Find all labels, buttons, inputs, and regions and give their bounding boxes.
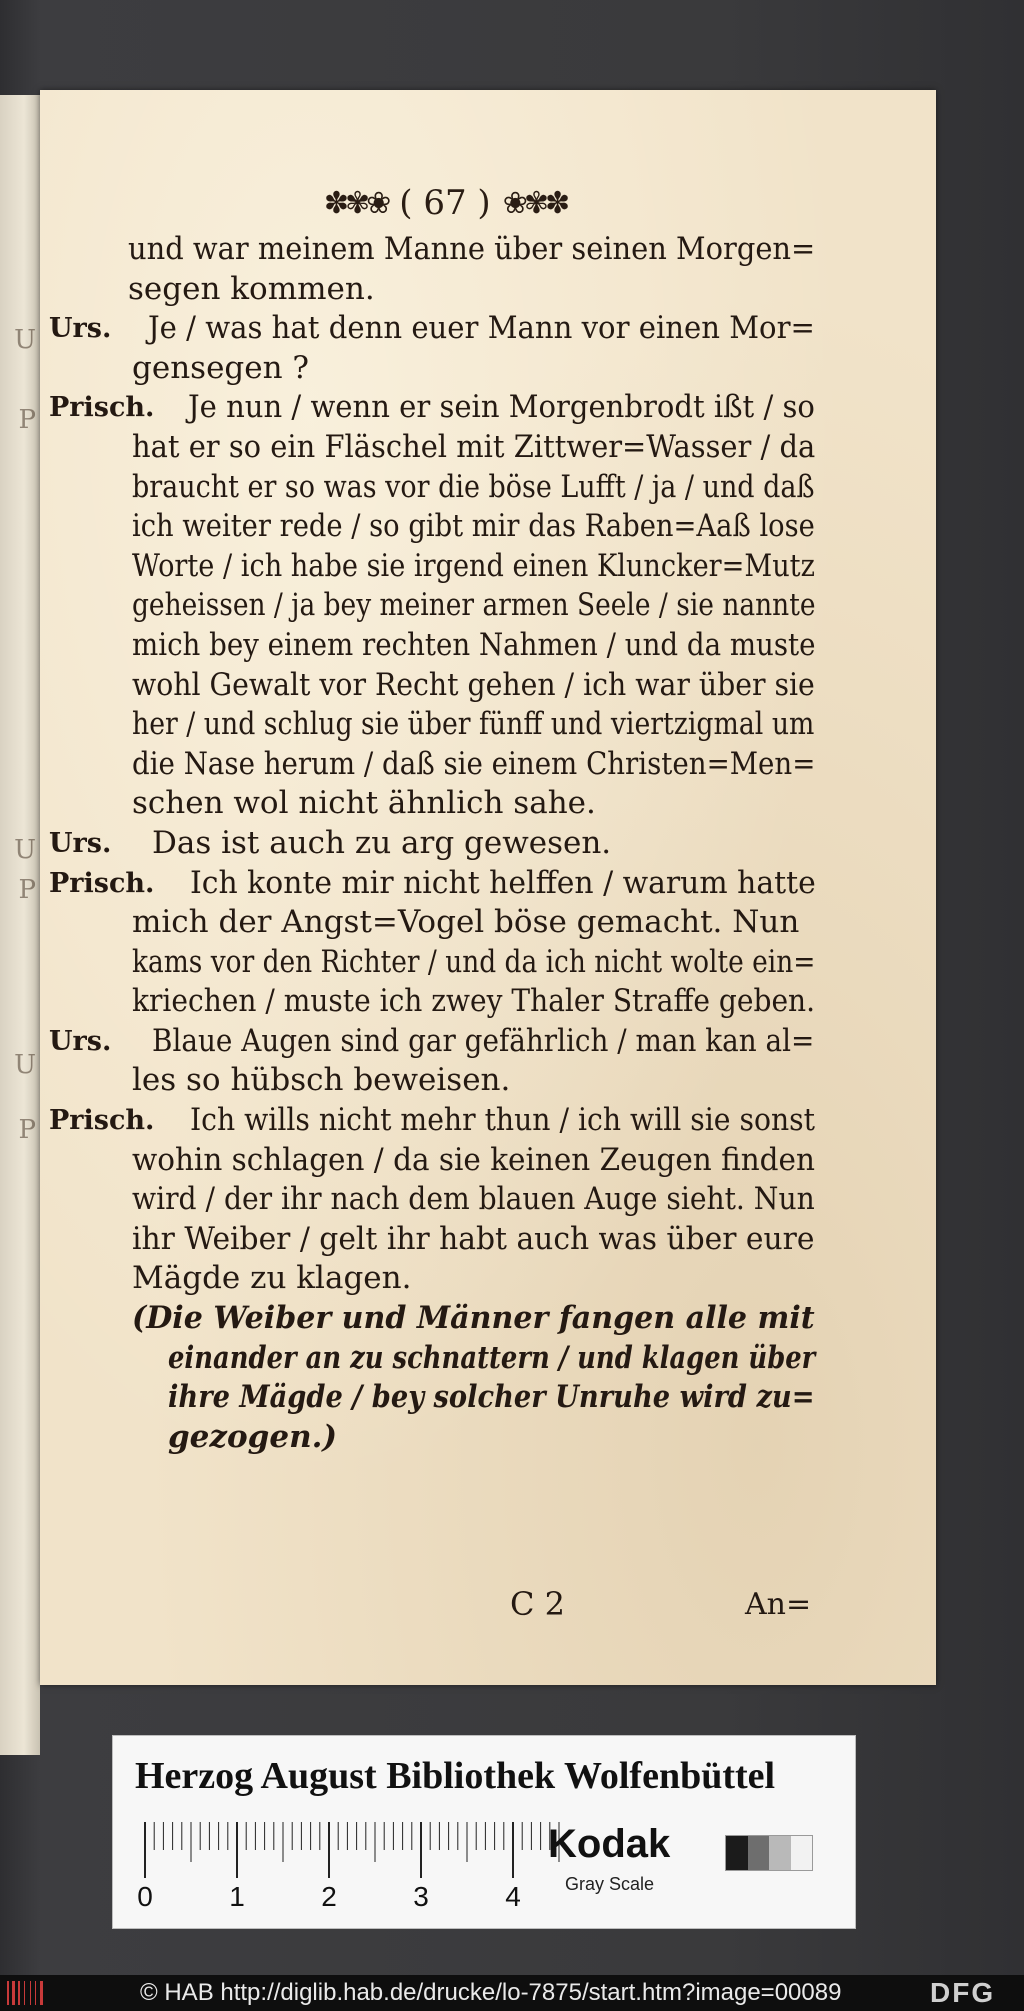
previous-page-mark: U [14,835,36,865]
text-line [40,864,936,904]
barcode-icon [6,1979,50,2007]
page-header [295,178,595,228]
text-line [40,349,936,389]
line-text: ich weiter rede / so gibt mir das Raben=Aaß lose [132,508,815,545]
text-line [40,784,936,824]
line-text: Je nun / wenn er sein Morgenbrodt ißt / so [188,389,815,426]
ruler-number: 3 [413,1881,429,1912]
copyright-link[interactable]: © HAB http://diglib.hab.de/drucke/lo-7875/start.htm?image=00089 [140,1979,842,2006]
library-color-card [112,1735,856,1929]
previous-page-mark: P [18,875,36,905]
text-line [40,1022,936,1062]
signature-mark: C 2 [510,1585,566,1623]
page-text [40,230,936,1457]
line-text: Ich konte mir nicht helffen / warum hatte [190,864,816,901]
previous-page-mark: U [14,325,36,355]
text-line [40,626,936,666]
text-line [40,1061,936,1101]
line-text: wohin schlagen / da sie keinen Zeugen finden [132,1141,815,1178]
line-text: schen wol nicht ähnlich sahe. [132,785,596,822]
line-text: mich bey einem rechten Nahmen / und da muste [132,626,816,663]
line-text: hat er so ein Fläschel mit Zittwer=Wasser / da [132,428,816,465]
gray-scale-label: Gray Scale [565,1874,655,1894]
ruler-number: 0 [137,1881,153,1912]
line-text: les so hübsch beweisen. [132,1062,511,1099]
ornament-left-icon: ✽✾❀ [323,185,388,221]
line-text: wird / der ihr nach dem blauen Auge sieht. Nun [132,1181,815,1218]
stage-direction-text: ihre Mägde / bey solcher Unruhe wird zu= [168,1379,815,1416]
text-line [40,824,936,864]
footer-bar [0,1975,1024,2011]
text-line [40,586,936,626]
catchword: An= [745,1587,812,1622]
text-line [40,388,936,428]
line-text: segen kommen. [128,270,375,307]
text-line [40,507,936,547]
text-line [40,428,936,468]
previous-page-mark: P [18,405,36,435]
text-line [40,1339,936,1379]
line-text: Je / was hat denn euer Mann vor einen Mor= [148,310,815,347]
stage-direction-text: (Die Weiber und Männer fangen alle mit [132,1300,815,1337]
line-text: geheissen / ja bey meiner armen Seele / sie nannte [132,587,816,624]
text-line [40,1101,936,1141]
previous-page-mark: U [14,1050,36,1080]
gray-scale-patch [725,1835,813,1871]
ruler-number: 1 [229,1881,245,1912]
text-line [40,547,936,587]
line-text: wohl Gewalt vor Recht gehen / ich war über sie [132,666,815,703]
text-line [40,1180,936,1220]
ruler-number: 2 [321,1881,337,1912]
page-number: ( 67 ) [399,183,491,223]
previous-page-mark: P [18,1115,36,1145]
line-text: kams vor den Richter / und da ich nicht wolte ein= [132,943,816,980]
stage-direction-text: einander an zu schnattern / und klagen über [168,1339,816,1376]
line-text: braucht er so was vor die böse Lufft / ja / und daß [132,468,815,505]
text-line [40,1378,936,1418]
text-line [40,745,936,785]
text-line [40,903,936,943]
gray-swatch [748,1836,770,1870]
line-text: Das ist auch zu arg gewesen. [152,824,612,861]
gray-swatch [791,1836,813,1870]
line-text: die Nase herum / daß sie einem Christen=Men= [132,745,816,782]
line-text: mich der Angst=Vogel böse gemacht. Nun [132,904,800,941]
line-text: Blaue Augen sind gar gefährlich / man kan al= [152,1022,815,1059]
gray-swatch [769,1836,791,1870]
library-name: Herzog August Bibliothek Wolfenbüttel [135,1755,776,1797]
gray-swatch [726,1836,748,1870]
text-line [40,309,936,349]
text-line [40,1259,936,1299]
speaker-label: Prisch. [49,392,155,424]
speaker-label: Urs. [49,313,112,345]
speaker-label: Urs. [49,827,112,859]
book-page [40,90,936,1685]
speaker-label: Prisch. [49,867,155,899]
text-line [40,270,936,310]
text-line [40,230,936,270]
text-line [40,705,936,745]
text-line [40,1220,936,1260]
text-line [40,666,936,706]
text-line [40,1141,936,1181]
speaker-label: Urs. [49,1025,112,1057]
line-text: kriechen / muste ich zwey Thaler Straffe geben. [132,983,816,1020]
line-text: und war meinem Manne über seinen Morgen= [128,231,816,267]
line-text: Ich wills nicht mehr thun / ich will sie sonst [190,1102,815,1139]
stage-direction-text: gezogen.) [168,1418,338,1455]
dfg-logo: DFG [930,1977,996,2008]
speaker-label: Prisch. [49,1105,155,1137]
ruler-number: 4 [505,1881,521,1912]
previous-page-edge [0,95,40,1755]
text-line [40,1299,936,1339]
text-line [40,943,936,983]
line-text: Worte / ich habe sie irgend einen Kluncker=Mutz [132,547,815,584]
ornament-right-icon: ❀✾✽ [502,185,567,221]
text-line [40,1418,936,1458]
line-text: her / und schlug sie über fünff und viertzigmal um [132,706,815,743]
line-text: Mägde zu klagen. [132,1260,412,1297]
line-text: gensegen ? [132,349,310,386]
text-line [40,982,936,1022]
kodak-logo: Kodak [548,1822,671,1866]
text-line [40,468,936,508]
line-text: ihr Weiber / gelt ihr habt auch was über eure [132,1220,815,1257]
